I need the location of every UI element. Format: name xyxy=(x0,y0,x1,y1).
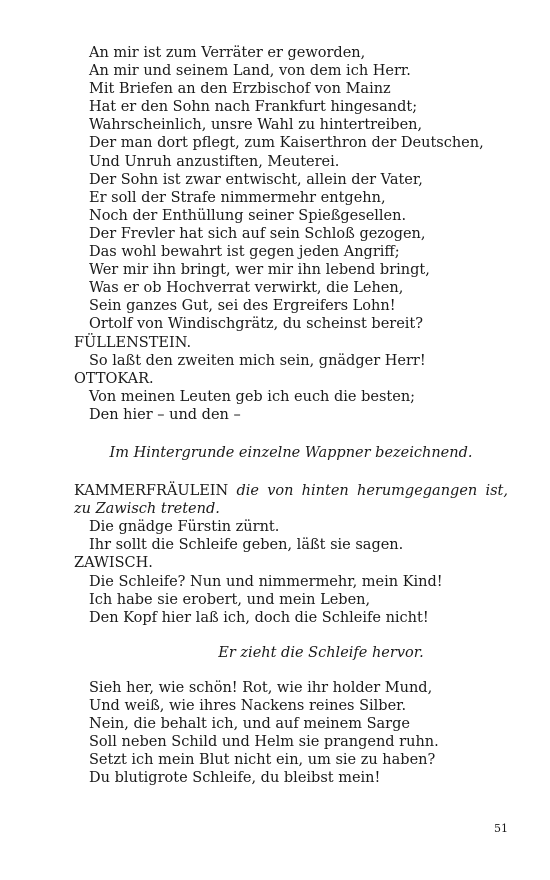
verse-line: Ortolf von Windischgrätz, du scheinst bereit? xyxy=(89,316,424,333)
verse-line: Den Kopf hier laß ich, doch die Schleife nicht! xyxy=(89,609,429,626)
spacer xyxy=(74,424,508,444)
verse-line: An mir ist zum Verräter er geworden, xyxy=(89,45,366,61)
page-number: 51 xyxy=(494,822,508,835)
speaker-name-fuellenstein: FÜLLENSTEIN. xyxy=(74,334,192,351)
verse-line: Der Sohn ist zwar entwischt, allein der Vater, xyxy=(89,171,423,188)
verse-line: Nein, die behalt ich, und auf meinem Sarge xyxy=(89,716,410,733)
verse-line: Den hier – und den – xyxy=(89,406,241,423)
verse-line: Die Schleife? Nun und nimmermehr, mein Kind! xyxy=(89,573,443,590)
verse-line: Soll neben Schild und Helm sie prangend ruhn. xyxy=(89,734,439,751)
verse-line: Noch der Enthüllung seiner Spießgesellen. xyxy=(89,207,407,224)
verse-block-ottokar-speech xyxy=(74,44,508,334)
verse-line: Von meinen Leuten geb ich euch die besten; xyxy=(89,388,416,405)
speaker-name-kammerfraeulein: KAMMERFRÄULEIN xyxy=(74,483,229,500)
verse-line: Sieh her, wie schön! Rot, wie ihr holder Mund, xyxy=(89,679,433,696)
verse-line: Sein ganzes Gut, sei des Ergreifers Lohn! xyxy=(89,298,396,315)
verse-line: Der man dort pflegt, zum Kaiserthron der Deutschen, xyxy=(89,135,484,152)
speaker-heading-kammerfraeulein xyxy=(74,482,508,518)
speaker-name-ottokar: OTTOKAR. xyxy=(74,370,154,387)
verse-line: So laßt den zweiten mich sein, gnädger Herr! xyxy=(89,352,426,369)
verse-line: An mir und seinem Land, von dem ich Herr. xyxy=(89,63,411,80)
stage-direction: Im Hintergrunde einzelne Wappner bezeichnend. xyxy=(109,444,473,461)
verse-line: Ich habe sie erobert, und mein Leben, xyxy=(89,591,371,608)
stage-direction: Er zieht die Schleife hervor. xyxy=(218,644,424,661)
verse-line: Setzt ich mein Blut nicht ein, um sie zu haben? xyxy=(89,752,436,769)
verse-line: Wer mir ihn bringt, wer mir ihn lebend bringt, xyxy=(89,262,430,279)
verse-line: Wahrscheinlich, unsre Wahl zu hintertreiben, xyxy=(89,117,423,134)
verse-line: Mit Briefen an den Erzbischof von Mainz xyxy=(89,81,391,98)
spacer xyxy=(74,462,508,482)
verse-line: Die gnädge Fürstin zürnt. xyxy=(89,519,280,536)
spacer xyxy=(74,627,508,644)
verse-line: Hat er den Sohn nach Frankfurt hingesandt; xyxy=(89,99,418,116)
verse-line: Der Frevler hat sich auf sein Schloß gezogen, xyxy=(89,225,426,242)
verse-line: Er soll der Strafe nimmermehr entgehn, xyxy=(89,189,386,206)
spacer xyxy=(74,662,508,679)
verse-line: Ihr sollt die Schleife geben, läßt sie sagen. xyxy=(89,537,404,554)
book-page xyxy=(74,44,508,787)
speaker-name-zawisch: ZAWISCH. xyxy=(74,555,153,572)
speaker-stage-direction: die von hinten herumgegangen ist, zu Zawisch tretend. xyxy=(74,483,508,518)
verse-line: Und weiß, wie ihres Nackens reines Silber. xyxy=(89,698,407,714)
verse-line: Du blutigrote Schleife, du bleibst mein! xyxy=(89,770,381,787)
verse-line: Was er ob Hochverrat verwirkt, die Lehen, xyxy=(89,280,404,297)
verse-line: Das wohl bewahrt ist gegen jeden Angriff; xyxy=(89,244,400,261)
verse-line: Und Unruh anzustiften, Meuterei. xyxy=(89,153,340,170)
